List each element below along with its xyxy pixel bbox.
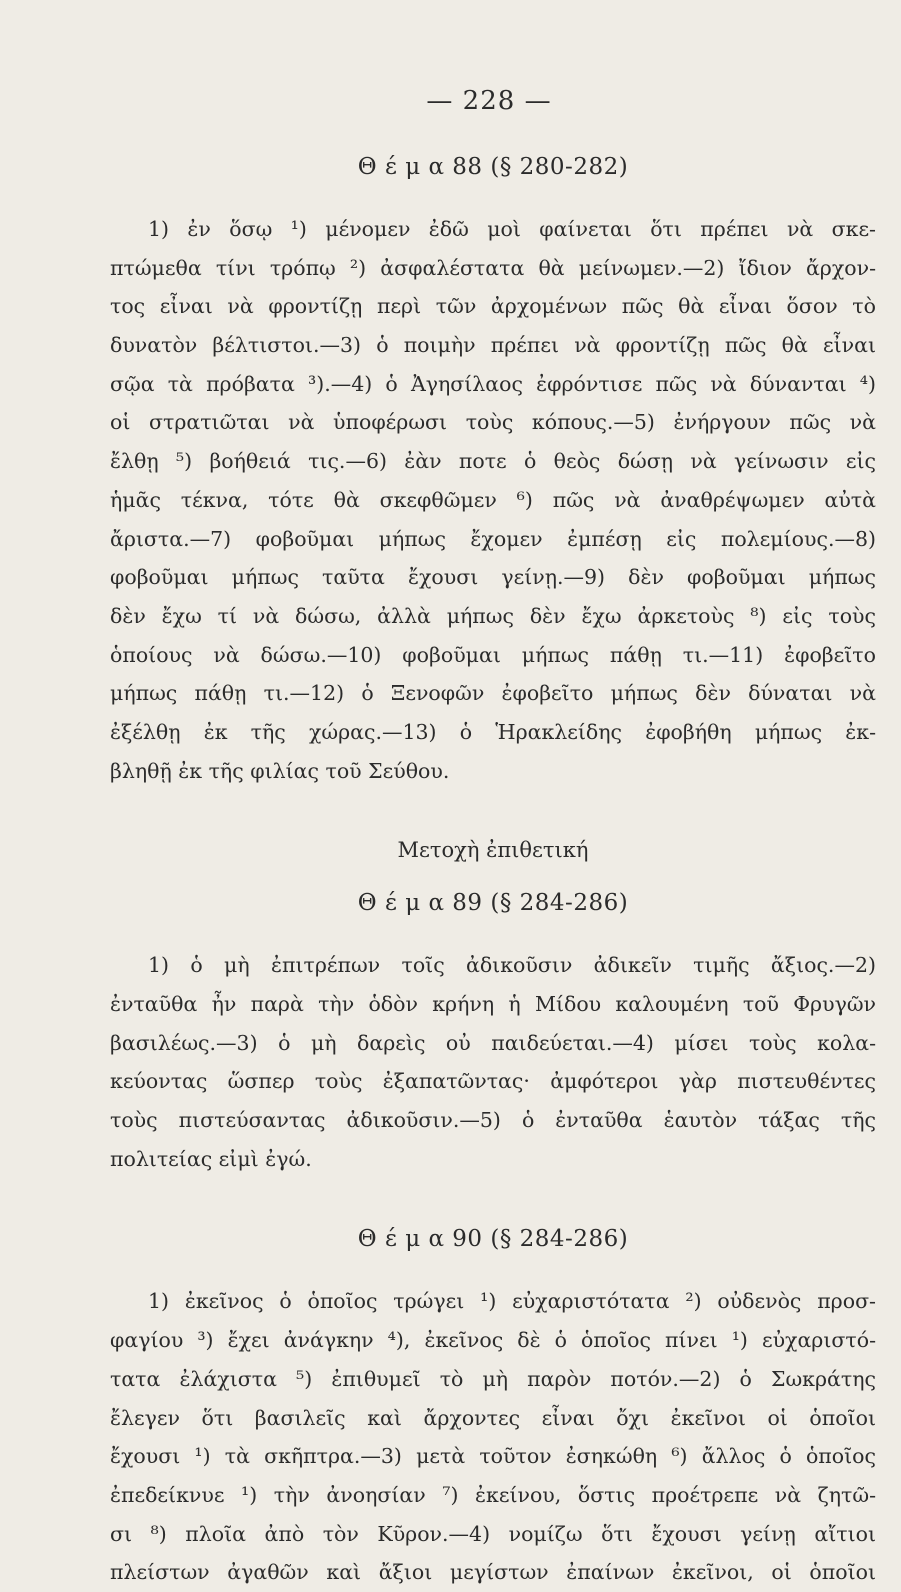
section-text bbox=[110, 946, 876, 1178]
text-line: ἐξέλθῃ ἐκ τῆς χώρας.—13) ὁ Ἡρακλείδης ἐφοβήθη μήπως ἐκ- bbox=[110, 719, 876, 744]
section-heading: Θ έ μ α 88 (§ 280-282) bbox=[357, 154, 629, 180]
text-line: πολιτείας εἰμὶ ἐγώ. bbox=[110, 1146, 312, 1171]
section-89 bbox=[110, 838, 876, 1178]
text-line: κεύοντας ὥσπερ τοὺς ἐξαπατῶντας· ἀμφότεροι γὰρ πιστευθέντες bbox=[110, 1069, 876, 1094]
text-line: τοὺς πιστεύσαντας ἀδικοῦσιν.—5) ὁ ἐνταῦθα ἑαυτὸν τάξας τῆς bbox=[110, 1108, 876, 1133]
section-88 bbox=[110, 154, 876, 790]
text-line: δυνατὸν βέλτιστοι.—3) ὁ ποιμὴν πρέπει νὰ φροντίζῃ πῶς θὰ εἶναι bbox=[110, 333, 876, 358]
text-line: σῷα τὰ πρόβατα ³).—4) ὁ Ἀγησίλαος ἐφρόντισε πῶς νὰ δύνανται ⁴) bbox=[110, 371, 876, 396]
text-line: φοβοῦμαι μήπως ταῦτα ἔχουσι γείνῃ.—9) δὲν φοβοῦμαι μήπως bbox=[110, 565, 876, 590]
section-heading: Θ έ μ α 89 (§ 284-286) bbox=[357, 890, 629, 917]
text-line: ἐνταῦθα ἦν παρὰ τὴν ὁδὸν κρήνη ἡ Μίδου καλουμένη τοῦ Φρυγῶν bbox=[110, 992, 876, 1016]
text-line: μήπως πάθῃ τι.—12) ὁ Ξενοφῶν ἐφοβεῖτο μήπως δὲν δύναται νὰ bbox=[110, 681, 876, 706]
text-line: 1) ἐν ὅσῳ ¹) μένομεν ἐδῶ μοὶ φαίνεται ὅτι πρέπει νὰ σκε- bbox=[148, 217, 876, 241]
text-line: ἡμᾶς τέκνα, τότε θὰ σκεφθῶμεν ⁶) πῶς νὰ ἀναθρέψωμεν αὐτὰ bbox=[110, 487, 876, 512]
text-line: δὲν ἔχω τί νὰ δώσω, ἀλλὰ μήπως δὲν ἔχω ἀρκετοὺς ⁸) εἰς τοὺς bbox=[110, 603, 876, 628]
text-line: ἐπεδείκνυε ¹) τὴν ἀνοησίαν ⁷) ἐκείνου, ὅστις προέτρεπε νὰ ζητῶ- bbox=[110, 1482, 876, 1507]
section-subheading: Μετοχὴ ἐπιθετική bbox=[397, 838, 589, 863]
text-line: ἔλθῃ ⁵) βοήθειά τις.—6) ἐὰν ποτε ὁ θεὸς δώσῃ νὰ γείνωσιν εἰς bbox=[110, 449, 876, 474]
text-line: τος εἶναι νὰ φροντίζῃ περὶ τῶν ἀρχομένων πῶς θὰ εἶναι ὅσον τὸ bbox=[110, 294, 876, 319]
section-heading: Θ έ μ α 90 (§ 284-286) bbox=[357, 1226, 629, 1253]
section-text bbox=[110, 1282, 876, 1592]
text-line: βληθῇ ἐκ τῆς φιλίας τοῦ Σεύθου. bbox=[110, 758, 450, 783]
section-text bbox=[110, 210, 876, 790]
text-line: 1) ὁ μὴ ἐπιτρέπων τοῖς ἀδικοῦσιν ἀδικεῖν τιμῆς ἄξιος.—2) bbox=[148, 953, 876, 978]
text-line: ἔχουσι ¹) τὰ σκῆπτρα.—3) μετὰ τοῦτον ἐσηκώθη ⁶) ἄλλος ὁ ὁποῖος bbox=[110, 1444, 876, 1469]
text-line: σι ⁸) πλοῖα ἀπὸ τὸν Κῦρον.—4) νομίζω ὅτι ἔχουσι γείνῃ αἴτιοι bbox=[110, 1521, 876, 1546]
text-line: πτώμεθα τίνι τρόπῳ ²) ἀσφαλέστατα θὰ μείνωμεν.—2) ἴδιον ἄρχον- bbox=[110, 255, 876, 280]
text-line: οἱ στρατιῶται νὰ ὑποφέρωσι τοὺς κόπους.—5) ἐνήργουν πῶς νὰ bbox=[110, 410, 876, 435]
text-line: πλείστων ἀγαθῶν καὶ ἄξιοι μεγίστων ἐπαίνων ἐκεῖνοι, οἱ ὁποῖοι bbox=[110, 1560, 876, 1585]
text-line: ἄριστα.—7) φοβοῦμαι μήπως ἔχομεν ἐμπέσῃ εἰς πολεμίους.—8) bbox=[110, 526, 876, 551]
text-line: τατα ἐλάχιστα ⁵) ἐπιθυμεῖ τὸ μὴ παρὸν ποτόν.—2) ὁ Σωκράτης bbox=[110, 1366, 876, 1391]
page-number: — 228 — bbox=[426, 86, 552, 116]
text-line: 1) ἐκεῖνος ὁ ὁποῖος τρώγει ¹) εὐχαριστότατα ²) οὐδενὸς προσ- bbox=[148, 1289, 876, 1314]
text-line: φαγίου ³) ἔχει ἀνάγκην ⁴), ἐκεῖνος δὲ ὁ ὁποῖος πίνει ¹) εὐχαριστό- bbox=[110, 1328, 876, 1353]
section-90 bbox=[110, 1226, 876, 1592]
text-line: ἔλεγεν ὅτι βασιλεῖς καὶ ἄρχοντες εἶναι ὄχι ἐκεῖνοι οἱ ὁποῖοι bbox=[110, 1405, 876, 1430]
text-line: ὁποίους νὰ δώσω.—10) φοβοῦμαι μήπως πάθῃ τι.—11) ἐφοβεῖτο bbox=[110, 642, 876, 667]
text-line: βασιλέως.—3) ὁ μὴ δαρεὶς οὐ παιδεύεται.—4) μίσει τοὺς κολα- bbox=[110, 1030, 876, 1055]
